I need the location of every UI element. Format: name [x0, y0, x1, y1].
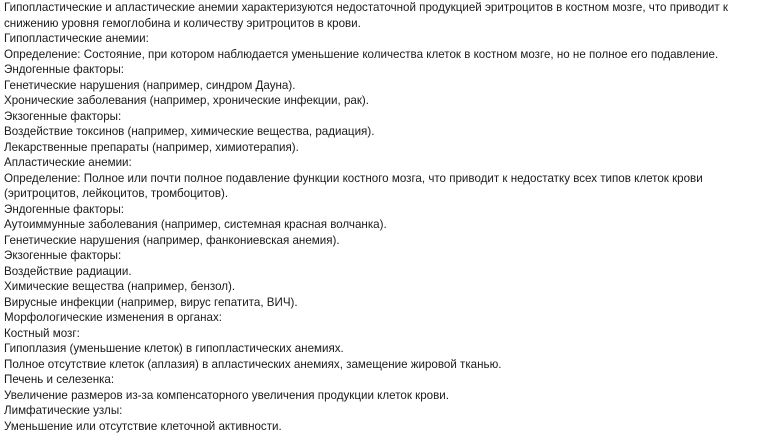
aplastic-endogenous-item: Генетические нарушения (например, фанкониевская анемия). — [4, 233, 340, 247]
aplastic-exogenous-item: Вирусные инфекции (например, вирус гепатита, ВИЧ). — [4, 295, 298, 309]
morphology-heading: Морфологические изменения в органах: — [4, 311, 222, 324]
liver-spleen-item: Увеличение размеров из-за компенсаторного увеличения продукции клеток крови. — [4, 388, 449, 402]
hypoplastic-exogenous-heading: Экзогенные факторы: — [4, 109, 122, 123]
bone-marrow-item: Полное отсутствие клеток (аплазия) в апластических анемиях, замещение жировой тканью. — [4, 357, 502, 371]
hypoplastic-exogenous-item: Лекарственные препараты (например, химиотерапия). — [4, 140, 299, 154]
aplastic-endogenous-heading: Эндогенные факторы: — [4, 202, 124, 216]
aplastic-exogenous-item: Химические вещества (например, бензол). — [4, 280, 236, 293]
lymph-nodes-heading: Лимфатические узлы: — [4, 404, 123, 417]
bone-marrow-heading: Костный мозг: — [4, 326, 80, 340]
hypoplastic-definition: Определение: Состояние, при котором наблюдается уменьшение количества клеток в костном мозге, но не полное его подавление. — [4, 47, 719, 61]
hypoplastic-exogenous-item: Воздействие токсинов (например, химические вещества, радиация). — [4, 125, 375, 138]
aplastic-exogenous-heading: Экзогенные факторы: — [4, 249, 122, 262]
liver-spleen-heading: Печень и селезенка: — [4, 373, 115, 386]
aplastic-exogenous-item: Воздействие радиации. — [4, 264, 132, 278]
lymph-nodes-item: Уменьшение или отсутствие клеточной активности. — [4, 419, 282, 433]
aplastic-definition: Определение: Полное или почти полное подавление функции костного мозга, что приводит к недостатку всех типов клеток крови (эритроцитов, лейкоцитов, тромбоцитов). — [4, 171, 703, 200]
aplastic-heading: Апластические анемии: — [4, 156, 132, 169]
intro-paragraph: Гипопластические и апластические анемии характеризуются недостаточной продукцией эритроцитов в костном мозге, что приводит к снижению уровня гемоглобина и количеству эритроцитов в крови. — [4, 1, 728, 30]
bone-marrow-item: Гипоплазия (уменьшение клеток) в гипопластических анемиях. — [4, 342, 344, 355]
aplastic-endogenous-item: Аутоиммунные заболевания (например, системная красная волчанка). — [4, 218, 387, 231]
hypoplastic-endogenous-item: Хронические заболевания (например, хронические инфекции, рак). — [4, 94, 369, 107]
hypoplastic-heading: Гипопластические анемии: — [4, 32, 149, 45]
hypoplastic-endogenous-heading: Эндогенные факторы: — [4, 63, 124, 76]
document-body — [4, 0, 764, 434]
hypoplastic-endogenous-item: Генетические нарушения (например, синдром Дауна). — [4, 78, 296, 92]
